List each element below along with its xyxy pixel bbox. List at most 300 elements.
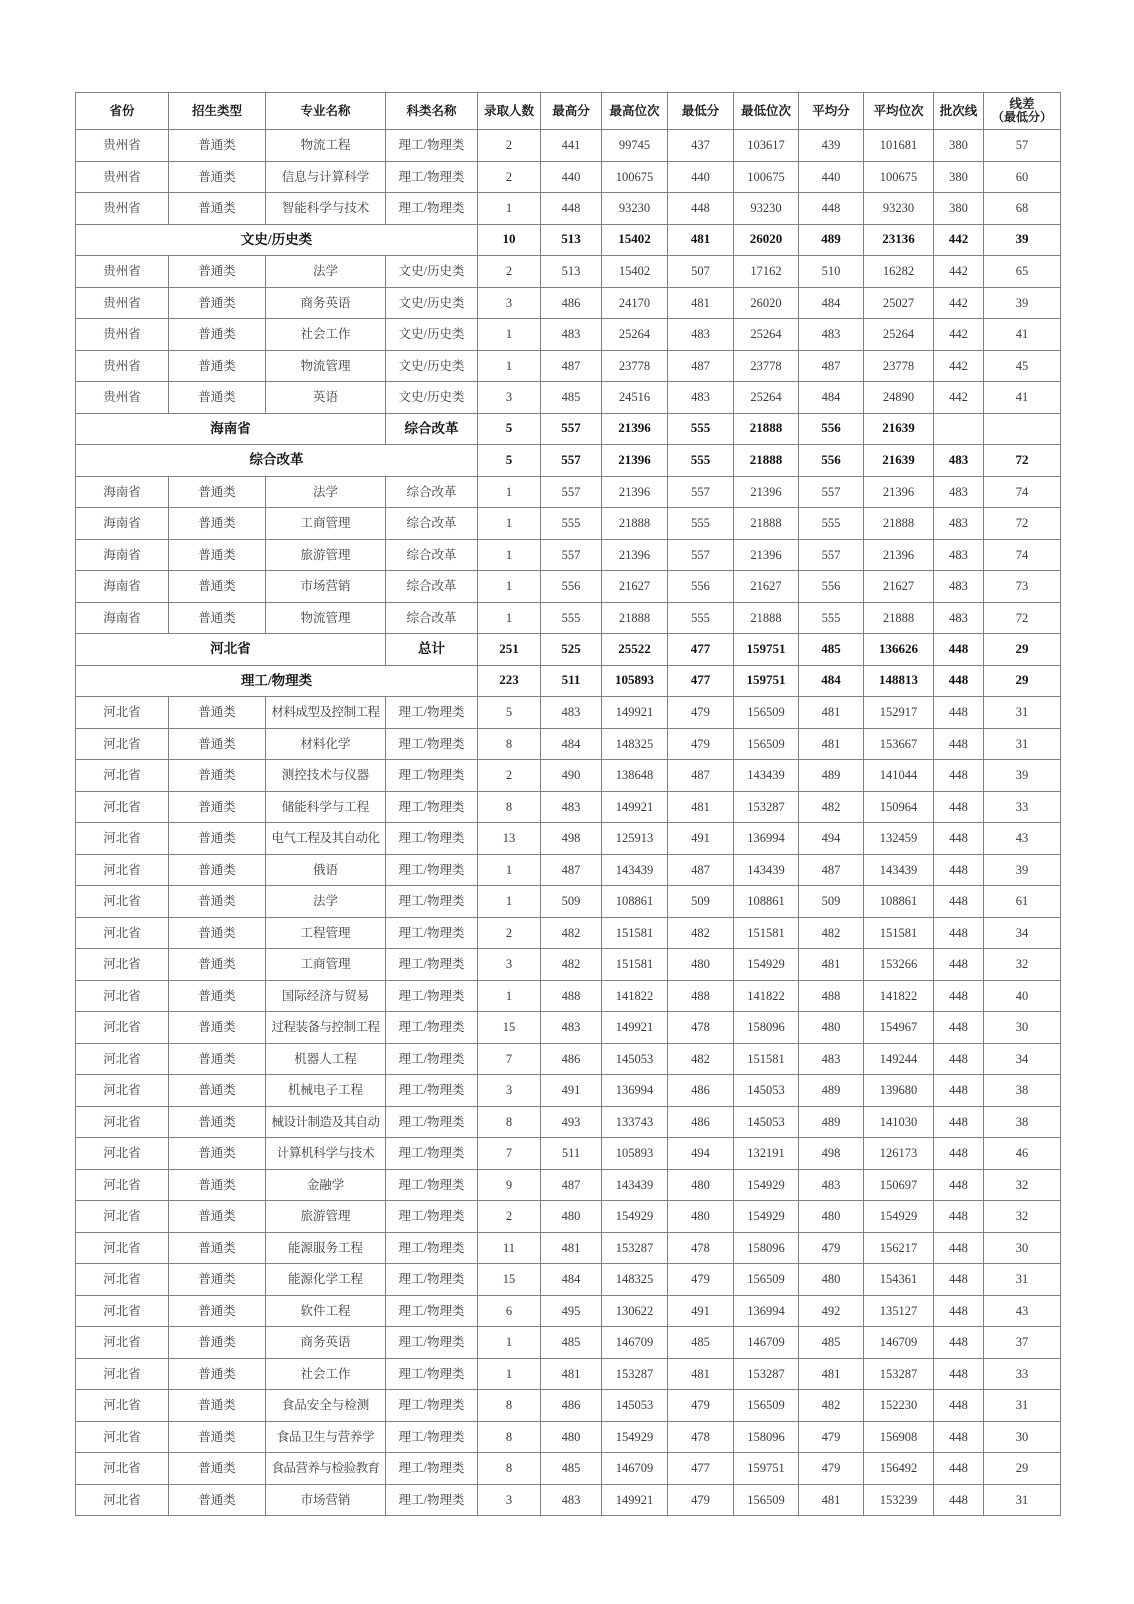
cell-r27-c1: 普通类	[169, 980, 266, 1012]
cell-r26-c0: 河北省	[76, 949, 169, 981]
cell-r25-c1: 普通类	[169, 917, 266, 949]
cell-r27-c12: 40	[984, 980, 1061, 1012]
cell-r33-c2: 金融学	[266, 1169, 386, 1201]
cell-r35-c11: 448	[934, 1232, 984, 1264]
cell-r18-c3: 理工/物理类	[386, 697, 478, 729]
cell-r12-c10: 21888	[864, 508, 934, 540]
cell-r35-c8: 158096	[734, 1232, 799, 1264]
cell-r29-c12: 34	[984, 1043, 1061, 1075]
cell-r17-c10: 148813	[864, 665, 934, 697]
table-row	[76, 508, 1061, 540]
cell-r43-c0: 河北省	[76, 1484, 169, 1516]
cell-r41-c3: 理工/物理类	[386, 1421, 478, 1453]
column-header-6: 最高位次	[602, 93, 668, 130]
table-row	[76, 1169, 1061, 1201]
admission-score-table	[75, 92, 1061, 1516]
cell-r5-c9: 484	[799, 287, 864, 319]
cell-r34-c3: 理工/物理类	[386, 1201, 478, 1233]
cell-r11-c11: 483	[934, 476, 984, 508]
cell-r3-c12: 39	[984, 224, 1061, 256]
cell-r5-c4: 3	[478, 287, 541, 319]
cell-r41-c8: 158096	[734, 1421, 799, 1453]
cell-r34-c1: 普通类	[169, 1201, 266, 1233]
cell-r1-c10: 100675	[864, 161, 934, 193]
cell-r5-c10: 25027	[864, 287, 934, 319]
cell-r10-c12: 72	[984, 445, 1061, 477]
cell-r33-c10: 150697	[864, 1169, 934, 1201]
cell-r33-c0: 河北省	[76, 1169, 169, 1201]
cell-r33-c8: 154929	[734, 1169, 799, 1201]
cell-r41-c0: 河北省	[76, 1421, 169, 1453]
cell-r3-c4: 10	[478, 224, 541, 256]
cell-r32-c7: 494	[668, 1138, 734, 1170]
cell-r43-c3: 理工/物理类	[386, 1484, 478, 1516]
cell-r28-c10: 154967	[864, 1012, 934, 1044]
cell-r6-c8: 25264	[734, 319, 799, 351]
cell-r37-c7: 491	[668, 1295, 734, 1327]
cell-r24-c5: 509	[541, 886, 602, 918]
cell-r43-c12: 31	[984, 1484, 1061, 1516]
cell-r8-c11: 442	[934, 382, 984, 414]
table-row	[76, 854, 1061, 886]
cell-r9-c5: 557	[541, 413, 602, 445]
cell-r11-c2: 法学	[266, 476, 386, 508]
cell-r29-c7: 482	[668, 1043, 734, 1075]
cell-r27-c0: 河北省	[76, 980, 169, 1012]
cell-r13-c1: 普通类	[169, 539, 266, 571]
cell-r4-c4: 2	[478, 256, 541, 288]
cell-r25-c4: 2	[478, 917, 541, 949]
cell-r12-c9: 555	[799, 508, 864, 540]
cell-r34-c6: 154929	[602, 1201, 668, 1233]
cell-r42-c11: 448	[934, 1453, 984, 1485]
cell-r14-c4: 1	[478, 571, 541, 603]
cell-r10-c9: 556	[799, 445, 864, 477]
cell-r40-c7: 479	[668, 1390, 734, 1422]
cell-r19-c9: 481	[799, 728, 864, 760]
cell-r0-c0: 贵州省	[76, 130, 169, 162]
cell-r43-c1: 普通类	[169, 1484, 266, 1516]
cell-r39-c5: 481	[541, 1358, 602, 1390]
cell-r6-c6: 25264	[602, 319, 668, 351]
cell-r23-c9: 487	[799, 854, 864, 886]
cell-r19-c3: 理工/物理类	[386, 728, 478, 760]
cell-r14-c9: 556	[799, 571, 864, 603]
cell-r24-c1: 普通类	[169, 886, 266, 918]
cell-r33-c6: 143439	[602, 1169, 668, 1201]
cell-r8-c12: 41	[984, 382, 1061, 414]
cell-r25-c5: 482	[541, 917, 602, 949]
cell-r15-c10: 21888	[864, 602, 934, 634]
table-row	[76, 1421, 1061, 1453]
cell-r40-c8: 156509	[734, 1390, 799, 1422]
cell-r10-c4: 5	[478, 445, 541, 477]
table-row	[76, 760, 1061, 792]
cell-r7-c10: 23778	[864, 350, 934, 382]
table-row	[76, 886, 1061, 918]
cell-r41-c1: 普通类	[169, 1421, 266, 1453]
cell-r10-c6: 21396	[602, 445, 668, 477]
cell-r27-c3: 理工/物理类	[386, 980, 478, 1012]
cell-r19-c5: 484	[541, 728, 602, 760]
cell-r8-c0: 贵州省	[76, 382, 169, 414]
cell-r39-c11: 448	[934, 1358, 984, 1390]
cell-r23-c5: 487	[541, 854, 602, 886]
cell-r26-c8: 154929	[734, 949, 799, 981]
cell-r43-c9: 481	[799, 1484, 864, 1516]
cell-r33-c5: 487	[541, 1169, 602, 1201]
cell-r29-c10: 149244	[864, 1043, 934, 1075]
cell-r43-c8: 156509	[734, 1484, 799, 1516]
cell-r15-c11: 483	[934, 602, 984, 634]
cell-r7-c0: 贵州省	[76, 350, 169, 382]
cell-r19-c6: 148325	[602, 728, 668, 760]
cell-r13-c8: 21396	[734, 539, 799, 571]
cell-r40-c9: 482	[799, 1390, 864, 1422]
cell-r3-c9: 489	[799, 224, 864, 256]
cell-r29-c9: 483	[799, 1043, 864, 1075]
cell-r23-c0: 河北省	[76, 854, 169, 886]
cell-r36-c10: 154361	[864, 1264, 934, 1296]
table-row	[76, 539, 1061, 571]
cell-r40-c2: 食品安全与检测	[266, 1390, 386, 1422]
table-row	[76, 256, 1061, 288]
cell-r29-c1: 普通类	[169, 1043, 266, 1075]
cell-r19-c7: 479	[668, 728, 734, 760]
cell-r8-c5: 485	[541, 382, 602, 414]
cell-r16-c3: 总计	[386, 634, 478, 666]
cell-r22-c0: 河北省	[76, 823, 169, 855]
cell-r22-c9: 494	[799, 823, 864, 855]
cell-r25-c10: 151581	[864, 917, 934, 949]
table-row	[76, 319, 1061, 351]
cell-r5-c12: 39	[984, 287, 1061, 319]
cell-r25-c0: 河北省	[76, 917, 169, 949]
cell-r24-c3: 理工/物理类	[386, 886, 478, 918]
table-row	[76, 1453, 1061, 1485]
cell-r2-c6: 93230	[602, 193, 668, 225]
cell-r24-c2: 法学	[266, 886, 386, 918]
cell-r30-c12: 38	[984, 1075, 1061, 1107]
cell-r21-c11: 448	[934, 791, 984, 823]
cell-r31-c12: 38	[984, 1106, 1061, 1138]
cell-r20-c1: 普通类	[169, 760, 266, 792]
cell-r22-c1: 普通类	[169, 823, 266, 855]
cell-r29-c4: 7	[478, 1043, 541, 1075]
cell-r41-c5: 480	[541, 1421, 602, 1453]
cell-r29-c3: 理工/物理类	[386, 1043, 478, 1075]
cell-r0-c7: 437	[668, 130, 734, 162]
cell-r19-c4: 8	[478, 728, 541, 760]
cell-r20-c3: 理工/物理类	[386, 760, 478, 792]
cell-r26-c4: 3	[478, 949, 541, 981]
cell-r21-c6: 149921	[602, 791, 668, 823]
cell-r9-c9: 556	[799, 413, 864, 445]
cell-r43-c11: 448	[934, 1484, 984, 1516]
cell-r10-c7: 555	[668, 445, 734, 477]
cell-r0-c8: 103617	[734, 130, 799, 162]
cell-r21-c7: 481	[668, 791, 734, 823]
cell-r37-c9: 492	[799, 1295, 864, 1327]
cell-r17-c6: 105893	[602, 665, 668, 697]
cell-r39-c6: 153287	[602, 1358, 668, 1390]
cell-r15-c3: 综合改革	[386, 602, 478, 634]
cell-r36-c1: 普通类	[169, 1264, 266, 1296]
cell-r28-c4: 15	[478, 1012, 541, 1044]
cell-r23-c8: 143439	[734, 854, 799, 886]
cell-r39-c4: 1	[478, 1358, 541, 1390]
cell-r31-c1: 普通类	[169, 1106, 266, 1138]
cell-r42-c12: 29	[984, 1453, 1061, 1485]
table-row	[76, 1201, 1061, 1233]
cell-r10-c5: 557	[541, 445, 602, 477]
cell-r23-c2: 俄语	[266, 854, 386, 886]
cell-r18-c11: 448	[934, 697, 984, 729]
cell-r22-c4: 13	[478, 823, 541, 855]
cell-r18-c1: 普通类	[169, 697, 266, 729]
cell-r39-c2: 社会工作	[266, 1358, 386, 1390]
cell-r38-c5: 485	[541, 1327, 602, 1359]
cell-r1-c3: 理工/物理类	[386, 161, 478, 193]
table-row	[76, 350, 1061, 382]
cell-r12-c11: 483	[934, 508, 984, 540]
cell-r15-c0: 海南省	[76, 602, 169, 634]
cell-r23-c12: 39	[984, 854, 1061, 886]
cell-r12-c12: 72	[984, 508, 1061, 540]
cell-r0-c3: 理工/物理类	[386, 130, 478, 162]
cell-r31-c11: 448	[934, 1106, 984, 1138]
cell-r33-c3: 理工/物理类	[386, 1169, 478, 1201]
cell-r30-c7: 486	[668, 1075, 734, 1107]
cell-r0-c6: 99745	[602, 130, 668, 162]
column-header-7: 最低分	[668, 93, 734, 130]
cell-r12-c4: 1	[478, 508, 541, 540]
cell-r7-c12: 45	[984, 350, 1061, 382]
cell-r28-c11: 448	[934, 1012, 984, 1044]
cell-r38-c1: 普通类	[169, 1327, 266, 1359]
cell-r22-c12: 43	[984, 823, 1061, 855]
cell-r4-c3: 文史/历史类	[386, 256, 478, 288]
cell-r28-c6: 149921	[602, 1012, 668, 1044]
cell-r31-c4: 8	[478, 1106, 541, 1138]
cell-r30-c3: 理工/物理类	[386, 1075, 478, 1107]
cell-r38-c11: 448	[934, 1327, 984, 1359]
cell-r27-c7: 488	[668, 980, 734, 1012]
cell-r35-c10: 156217	[864, 1232, 934, 1264]
cell-r18-c0: 河北省	[76, 697, 169, 729]
cell-r30-c4: 3	[478, 1075, 541, 1107]
cell-r6-c12: 41	[984, 319, 1061, 351]
cell-r14-c7: 556	[668, 571, 734, 603]
cell-r32-c2: 计算机科学与技术	[266, 1138, 386, 1170]
cell-r32-c6: 105893	[602, 1138, 668, 1170]
cell-r38-c4: 1	[478, 1327, 541, 1359]
cell-r4-c10: 16282	[864, 256, 934, 288]
cell-r22-c3: 理工/物理类	[386, 823, 478, 855]
province-summary-row	[76, 413, 1061, 445]
cell-r15-c9: 555	[799, 602, 864, 634]
cell-r8-c3: 文史/历史类	[386, 382, 478, 414]
table-row	[76, 130, 1061, 162]
cell-r21-c4: 8	[478, 791, 541, 823]
cell-r40-c5: 486	[541, 1390, 602, 1422]
cell-r11-c8: 21396	[734, 476, 799, 508]
cell-r41-c11: 448	[934, 1421, 984, 1453]
cell-r40-c0: 河北省	[76, 1390, 169, 1422]
cell-r4-c12: 65	[984, 256, 1061, 288]
cell-r12-c3: 综合改革	[386, 508, 478, 540]
cell-r23-c11: 448	[934, 854, 984, 886]
cell-r4-c1: 普通类	[169, 256, 266, 288]
cell-r13-c2: 旅游管理	[266, 539, 386, 571]
cell-r17-c8: 159751	[734, 665, 799, 697]
cell-r42-c3: 理工/物理类	[386, 1453, 478, 1485]
cell-r39-c9: 481	[799, 1358, 864, 1390]
cell-r17-c4: 223	[478, 665, 541, 697]
cell-r11-c3: 综合改革	[386, 476, 478, 508]
category-summary-row	[76, 665, 1061, 697]
cell-r15-c4: 1	[478, 602, 541, 634]
cell-r3-c5: 513	[541, 224, 602, 256]
cell-r27-c5: 488	[541, 980, 602, 1012]
cell-r26-c9: 481	[799, 949, 864, 981]
cell-r20-c0: 河北省	[76, 760, 169, 792]
cell-r1-c2: 信息与计算科学	[266, 161, 386, 193]
cell-r18-c2: 材料成型及控制工程	[266, 697, 386, 729]
cell-r35-c0: 河北省	[76, 1232, 169, 1264]
cell-r28-c3: 理工/物理类	[386, 1012, 478, 1044]
cell-r38-c7: 485	[668, 1327, 734, 1359]
cell-r1-c4: 2	[478, 161, 541, 193]
cell-r14-c2: 市场营销	[266, 571, 386, 603]
cell-r12-c8: 21888	[734, 508, 799, 540]
cell-r27-c10: 141822	[864, 980, 934, 1012]
cell-r20-c5: 490	[541, 760, 602, 792]
cell-r28-c7: 478	[668, 1012, 734, 1044]
cell-r40-c12: 31	[984, 1390, 1061, 1422]
category-summary-label: 文史/历史类	[76, 224, 478, 256]
cell-r38-c10: 146709	[864, 1327, 934, 1359]
cell-r41-c7: 478	[668, 1421, 734, 1453]
cell-r25-c7: 482	[668, 917, 734, 949]
cell-r37-c1: 普通类	[169, 1295, 266, 1327]
cell-r36-c2: 能源化学工程	[266, 1264, 386, 1296]
cell-r6-c0: 贵州省	[76, 319, 169, 351]
cell-r24-c12: 61	[984, 886, 1061, 918]
cell-r31-c3: 理工/物理类	[386, 1106, 478, 1138]
cell-r7-c5: 487	[541, 350, 602, 382]
cell-r32-c5: 511	[541, 1138, 602, 1170]
cell-r29-c6: 145053	[602, 1043, 668, 1075]
cell-r21-c9: 482	[799, 791, 864, 823]
cell-r12-c6: 21888	[602, 508, 668, 540]
cell-r30-c2: 机械电子工程	[266, 1075, 386, 1107]
cell-r42-c0: 河北省	[76, 1453, 169, 1485]
cell-r34-c0: 河北省	[76, 1201, 169, 1233]
cell-r18-c5: 483	[541, 697, 602, 729]
cell-r0-c11: 380	[934, 130, 984, 162]
cell-r12-c0: 海南省	[76, 508, 169, 540]
cell-r42-c8: 159751	[734, 1453, 799, 1485]
cell-r33-c11: 448	[934, 1169, 984, 1201]
cell-r14-c8: 21627	[734, 571, 799, 603]
cell-r1-c8: 100675	[734, 161, 799, 193]
cell-r35-c2: 能源服务工程	[266, 1232, 386, 1264]
cell-r37-c0: 河北省	[76, 1295, 169, 1327]
cell-r1-c11: 380	[934, 161, 984, 193]
cell-r2-c3: 理工/物理类	[386, 193, 478, 225]
cell-r7-c6: 23778	[602, 350, 668, 382]
cell-r13-c6: 21396	[602, 539, 668, 571]
column-header-4: 录取人数	[478, 93, 541, 130]
cell-r31-c10: 141030	[864, 1106, 934, 1138]
cell-r10-c10: 21639	[864, 445, 934, 477]
cell-r36-c8: 156509	[734, 1264, 799, 1296]
cell-r6-c1: 普通类	[169, 319, 266, 351]
cell-r2-c10: 93230	[864, 193, 934, 225]
cell-r36-c3: 理工/物理类	[386, 1264, 478, 1296]
cell-r36-c7: 479	[668, 1264, 734, 1296]
cell-r25-c9: 482	[799, 917, 864, 949]
cell-r8-c10: 24890	[864, 382, 934, 414]
cell-r26-c2: 工商管理	[266, 949, 386, 981]
table-row	[76, 917, 1061, 949]
cell-r14-c10: 21627	[864, 571, 934, 603]
cell-r35-c3: 理工/物理类	[386, 1232, 478, 1264]
cell-r32-c11: 448	[934, 1138, 984, 1170]
cell-r32-c10: 126173	[864, 1138, 934, 1170]
cell-r18-c12: 31	[984, 697, 1061, 729]
column-header-1: 招生类型	[169, 93, 266, 130]
cell-r43-c6: 149921	[602, 1484, 668, 1516]
cell-r21-c10: 150964	[864, 791, 934, 823]
cell-r6-c11: 442	[934, 319, 984, 351]
cell-r0-c9: 439	[799, 130, 864, 162]
cell-r43-c5: 483	[541, 1484, 602, 1516]
cell-r34-c10: 154929	[864, 1201, 934, 1233]
cell-r41-c4: 8	[478, 1421, 541, 1453]
table-row	[76, 728, 1061, 760]
cell-r20-c12: 39	[984, 760, 1061, 792]
cell-r43-c2: 市场营销	[266, 1484, 386, 1516]
cell-r43-c7: 479	[668, 1484, 734, 1516]
table-row	[76, 1012, 1061, 1044]
cell-r42-c2: 食品营养与检验教育	[266, 1453, 386, 1485]
cell-r17-c11: 448	[934, 665, 984, 697]
cell-r4-c9: 510	[799, 256, 864, 288]
cell-r34-c9: 480	[799, 1201, 864, 1233]
cell-r38-c9: 485	[799, 1327, 864, 1359]
cell-r5-c5: 486	[541, 287, 602, 319]
cell-r10-c8: 21888	[734, 445, 799, 477]
cell-r33-c7: 480	[668, 1169, 734, 1201]
cell-r16-c4: 251	[478, 634, 541, 666]
cell-r9-c6: 21396	[602, 413, 668, 445]
cell-r21-c12: 33	[984, 791, 1061, 823]
cell-r41-c2: 食品卫生与营养学	[266, 1421, 386, 1453]
cell-r24-c0: 河北省	[76, 886, 169, 918]
cell-r26-c7: 480	[668, 949, 734, 981]
cell-r1-c7: 440	[668, 161, 734, 193]
cell-r21-c2: 储能科学与工程	[266, 791, 386, 823]
cell-r36-c0: 河北省	[76, 1264, 169, 1296]
cell-r36-c12: 31	[984, 1264, 1061, 1296]
cell-r38-c8: 146709	[734, 1327, 799, 1359]
cell-r5-c6: 24170	[602, 287, 668, 319]
cell-r30-c9: 489	[799, 1075, 864, 1107]
cell-r16-c11: 448	[934, 634, 984, 666]
cell-r5-c8: 26020	[734, 287, 799, 319]
